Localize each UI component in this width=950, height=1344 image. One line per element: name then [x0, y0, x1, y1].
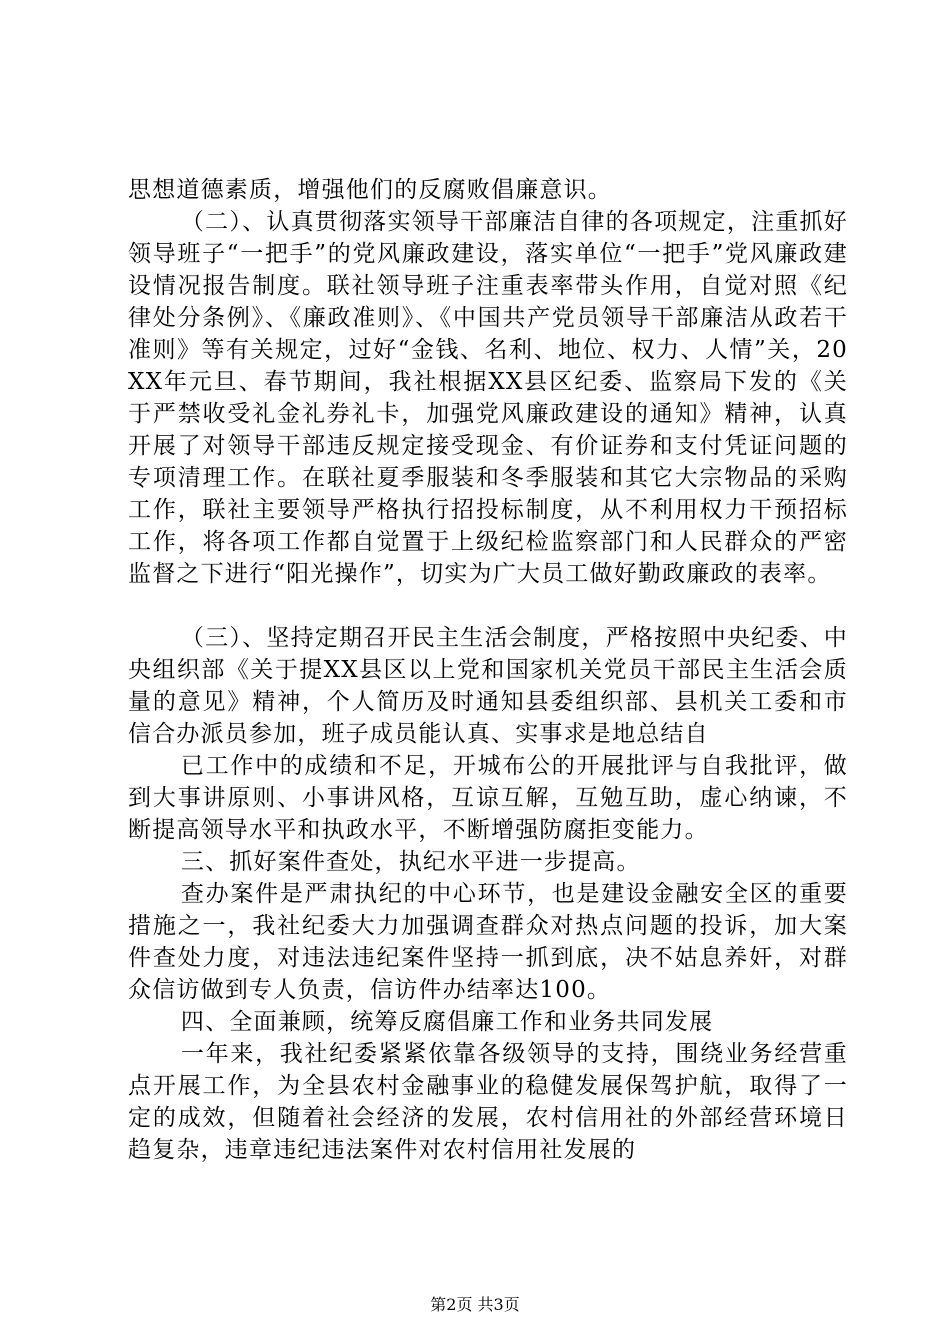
paragraph-gap [128, 590, 848, 622]
heading-case-handling: 三、抓好案件查处，执纪水平进一步提高。 [180, 849, 641, 875]
paragraph-section-2: （二）、认真贯彻落实领导干部廉洁自律的各项规定，注重抓好领导班子“一把手”的党风廉政建设，落实单位“一把手”党风廉政建设情况报告制度。联社领导班子注重表率带头作用，自觉对照《纪律处分条例》、《廉政准则》、《中国共产党员领导干部廉洁从政若干准则》等有关规定，过好“金钱、名利、地位、权力、人情”关，20XX年元旦、春节期间，我社根据XX县区纪委、监察局下发的《关于严禁收受礼金礼券礼卡，加强党风廉政建设的通知》精神，认真开展了对领导干部违反规定接受现金、有价证券和支付凭证问题的专项清理工作。在联社夏季服装和冬季服装和其它大宗物品的采购工作，联社主要领导严格执行招投标制度，从不利用权力干预招标工作，将各项工作都自觉置于上级纪检监察部门和人民群众的严密监督之下进行“阳光操作”，切实为广大员工做好勤政廉政的表率。 [128, 209, 848, 587]
paragraph-case-handling: 查办案件是严肃执纪的中心环节，也是建设金融安全区的重要措施之一，我社纪委大力加强调查群众对热点问题的投诉，加大案件查处力度，对违法违纪案件坚持一抓到底，决不姑息养奸，对群众信访做到专人负责，信访件办结率达100。 [128, 881, 848, 1003]
body-text [128, 174, 848, 1166]
paragraph-continuation: 思想道德素质，增强他们的反腐败倡廉意识。 [128, 177, 612, 203]
page-number-footer: 第2页 共3页 [430, 1295, 520, 1314]
paragraph-section-3-continued: 已工作中的成绩和不足，开城布公的开展批评与自我批评，做到大事讲原则、小事讲风格，互谅互解，互勉互助，虚心纳谏，不断提高领导水平和执政水平，不断增强防腐拒变能力。 [128, 753, 848, 843]
heading-overall-planning: 四、全面兼顾，统筹反腐倡廉工作和业务共同发展 [180, 1009, 714, 1035]
paragraph-section-3: （三）、坚持定期召开民主生活会制度，严格按照中央纪委、中央组织部《关于提XX县区以上党和国家机关党员干部民主生活会质量的意见》精神，个人简历及时通知县委组织部、县机关工委和市信合办派员参加，班子成员能认真、实事求是地总结自 [128, 625, 848, 747]
paragraph-overall-planning: 一年来，我社纪委紧紧依靠各级领导的支持，围绕业务经营重点开展工作，为全县农村金融事业的稳健发展保驾护航，取得了一定的成效，但随着社会经济的发展，农村信用社的外部经营环境日趋复杂，违章违纪违法案件对农村信用社发展的 [128, 1041, 848, 1163]
